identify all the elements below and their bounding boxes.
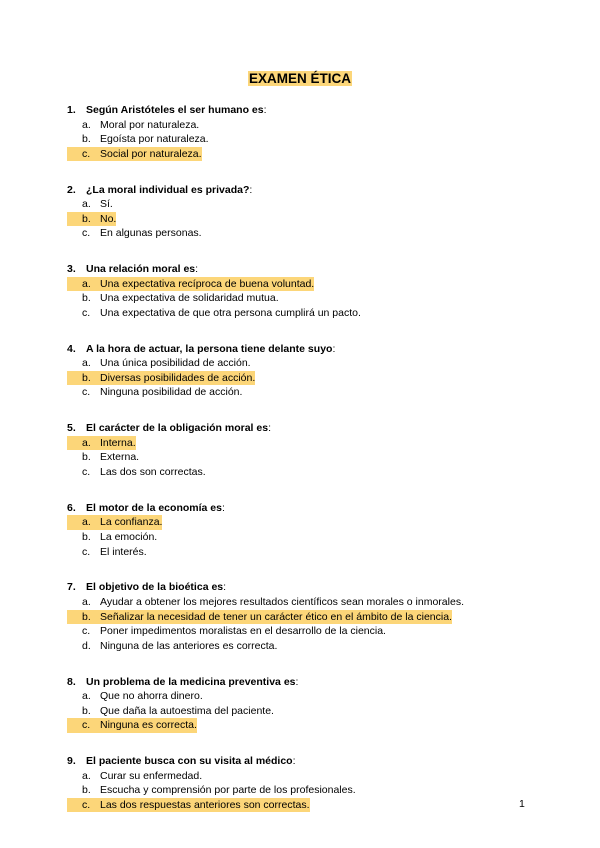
question-number: 5. xyxy=(67,422,76,435)
option-text: La confianza. xyxy=(100,516,163,529)
answer-options xyxy=(67,689,567,733)
option-text: En algunas personas. xyxy=(100,227,202,240)
answer-option xyxy=(67,545,567,560)
answer-option xyxy=(67,356,567,371)
question-7 xyxy=(67,580,567,653)
highlighted-answer-option xyxy=(67,277,314,292)
question-text: Una relación moral es xyxy=(86,263,196,276)
option-letter: a. xyxy=(82,769,91,782)
question-6 xyxy=(67,501,567,559)
option-letter: b. xyxy=(82,292,91,305)
answer-option xyxy=(67,450,567,465)
answer-option xyxy=(67,385,567,400)
option-text: Las dos respuestas anteriores son correctas. xyxy=(100,798,310,811)
question-text: El objetivo de la bioética es xyxy=(86,581,224,594)
page-number: 1 xyxy=(519,798,525,810)
exam-title-text: EXAMEN ÉTICA xyxy=(248,71,351,86)
question-text: Un problema de la medicina preventiva es xyxy=(86,675,296,688)
option-letter: c. xyxy=(82,798,91,811)
option-text: El interés. xyxy=(100,545,147,558)
question-text: El carácter de la obligación moral es xyxy=(86,422,269,435)
answer-options xyxy=(67,356,567,400)
question-heading xyxy=(67,262,567,277)
question-text: El motor de la economía es xyxy=(86,501,222,514)
option-text: Curar su enfermedad. xyxy=(100,769,203,782)
answer-option xyxy=(67,595,567,610)
question-heading xyxy=(67,501,567,516)
option-text: Diversas posibilidades de acción. xyxy=(100,371,256,384)
option-text: Ninguna es correcta. xyxy=(100,719,197,732)
option-text: Sí. xyxy=(100,198,113,211)
option-text: Interna. xyxy=(100,436,136,449)
option-text: Ninguna de las anteriores es correcta. xyxy=(100,639,278,652)
question-heading xyxy=(67,754,567,769)
question-number: 6. xyxy=(67,501,76,514)
option-text: Moral por naturaleza. xyxy=(100,118,200,131)
option-letter: b. xyxy=(82,371,91,384)
option-text: Ninguna posibilidad de acción. xyxy=(100,386,243,399)
option-letter: b. xyxy=(82,531,91,543)
option-letter: b. xyxy=(82,451,91,464)
question-heading xyxy=(67,580,567,595)
option-letter: a. xyxy=(82,277,91,290)
option-letter: a. xyxy=(82,118,91,131)
question-colon: : xyxy=(268,422,271,435)
question-number: 3. xyxy=(67,263,76,276)
answer-options xyxy=(67,118,567,162)
option-letter: a. xyxy=(82,436,91,449)
question-heading xyxy=(67,342,567,357)
option-text: Una expectativa de que otra persona cumplirá un pacto. xyxy=(100,306,361,319)
question-colon: : xyxy=(295,675,299,688)
question-heading xyxy=(67,675,567,690)
option-letter: c. xyxy=(82,719,91,732)
answer-options xyxy=(67,595,567,653)
highlighted-answer-option xyxy=(67,147,202,162)
answer-option xyxy=(67,306,567,321)
option-text: Las dos son correctas. xyxy=(100,466,206,479)
question-number: 9. xyxy=(67,755,76,768)
option-letter: b. xyxy=(82,784,91,797)
option-text: Una única posibilidad de acción. xyxy=(100,357,251,370)
question-colon: : xyxy=(292,755,296,768)
answer-options xyxy=(67,197,567,241)
answer-option xyxy=(67,783,567,798)
option-letter: c. xyxy=(82,147,91,160)
option-text: Que no ahorra dinero. xyxy=(100,690,203,703)
answer-option xyxy=(67,465,567,480)
highlighted-answer-option xyxy=(67,212,116,227)
option-text: No. xyxy=(100,212,117,225)
question-list xyxy=(67,103,567,834)
question-colon: : xyxy=(263,104,267,116)
option-text: La emoción. xyxy=(100,531,158,543)
question-5 xyxy=(67,421,567,479)
answer-option xyxy=(67,226,567,241)
question-number: 4. xyxy=(67,342,76,355)
option-text: Escucha y comprensión por parte de los profesionales. xyxy=(100,784,356,797)
highlighted-answer-option xyxy=(67,798,310,813)
option-letter: a. xyxy=(82,516,91,529)
question-colon: : xyxy=(195,263,199,276)
question-colon: : xyxy=(249,183,253,196)
answer-option xyxy=(67,704,567,719)
answer-option xyxy=(67,291,567,306)
answer-options xyxy=(67,436,567,480)
highlighted-answer-option xyxy=(67,436,136,451)
option-text: Una expectativa de solidaridad mutua. xyxy=(100,292,279,305)
question-text: A la hora de actuar, la persona tiene delante suyo xyxy=(86,342,333,355)
option-letter: b. xyxy=(82,133,91,146)
option-letter: c. xyxy=(82,227,91,240)
question-number: 2. xyxy=(67,183,76,196)
question-text: El paciente busca con su visita al médico xyxy=(86,755,293,768)
option-text: Ayudar a obtener los mejores resultados científicos sean morales o inmorales. xyxy=(100,595,464,608)
option-letter: d. xyxy=(82,639,91,652)
option-letter: b. xyxy=(82,212,91,225)
exam-title xyxy=(0,70,600,88)
option-letter: a. xyxy=(82,690,91,703)
option-letter: c. xyxy=(82,386,91,399)
answer-option xyxy=(67,689,567,704)
option-letter: c. xyxy=(82,545,91,558)
option-text: Egoísta por naturaleza. xyxy=(100,133,209,146)
answer-option xyxy=(67,769,567,784)
option-letter: a. xyxy=(82,595,91,608)
question-1 xyxy=(67,103,567,161)
option-text: Una expectativa recíproca de buena voluntad. xyxy=(100,277,315,290)
question-4 xyxy=(67,342,567,400)
answer-option xyxy=(67,624,567,639)
question-number: 7. xyxy=(67,581,76,594)
question-3 xyxy=(67,262,567,320)
question-heading xyxy=(67,421,567,436)
highlighted-answer-option xyxy=(67,610,452,625)
question-8 xyxy=(67,675,567,733)
question-text: ¿La moral individual es privada? xyxy=(86,183,250,196)
option-text: Que daña la autoestima del paciente. xyxy=(100,704,274,717)
question-colon: : xyxy=(221,501,225,514)
option-letter: c. xyxy=(82,625,91,638)
question-number: 1. xyxy=(67,104,76,116)
answer-option xyxy=(67,639,567,654)
question-heading xyxy=(67,183,567,198)
question-number: 8. xyxy=(67,675,76,688)
option-letter: c. xyxy=(82,306,91,319)
answer-option xyxy=(67,118,567,133)
option-letter: a. xyxy=(82,357,91,370)
question-2 xyxy=(67,183,567,241)
question-colon: : xyxy=(223,581,227,594)
answer-options xyxy=(67,769,567,813)
answer-options xyxy=(67,515,567,559)
highlighted-answer-option xyxy=(67,515,162,530)
highlighted-answer-option xyxy=(67,371,255,386)
answer-option xyxy=(67,197,567,212)
option-letter: b. xyxy=(82,610,91,623)
option-text: Señalizar la necesidad de tener un carácter ético en el ámbito de la ciencia. xyxy=(100,610,452,623)
option-text: Social por naturaleza. xyxy=(100,147,202,160)
option-text: Poner impedimentos moralistas en el desarrollo de la ciencia. xyxy=(100,625,386,638)
option-letter: c. xyxy=(82,466,91,479)
question-text: Según Aristóteles el ser humano es xyxy=(86,104,264,116)
answer-option xyxy=(67,530,567,545)
option-letter: b. xyxy=(82,704,91,717)
answer-options xyxy=(67,277,567,321)
option-text: Externa. xyxy=(100,451,140,464)
question-9 xyxy=(67,754,567,812)
question-colon: : xyxy=(332,342,336,355)
answer-option xyxy=(67,132,567,147)
question-heading xyxy=(67,103,567,118)
highlighted-answer-option xyxy=(67,718,197,733)
option-letter: a. xyxy=(82,198,91,211)
